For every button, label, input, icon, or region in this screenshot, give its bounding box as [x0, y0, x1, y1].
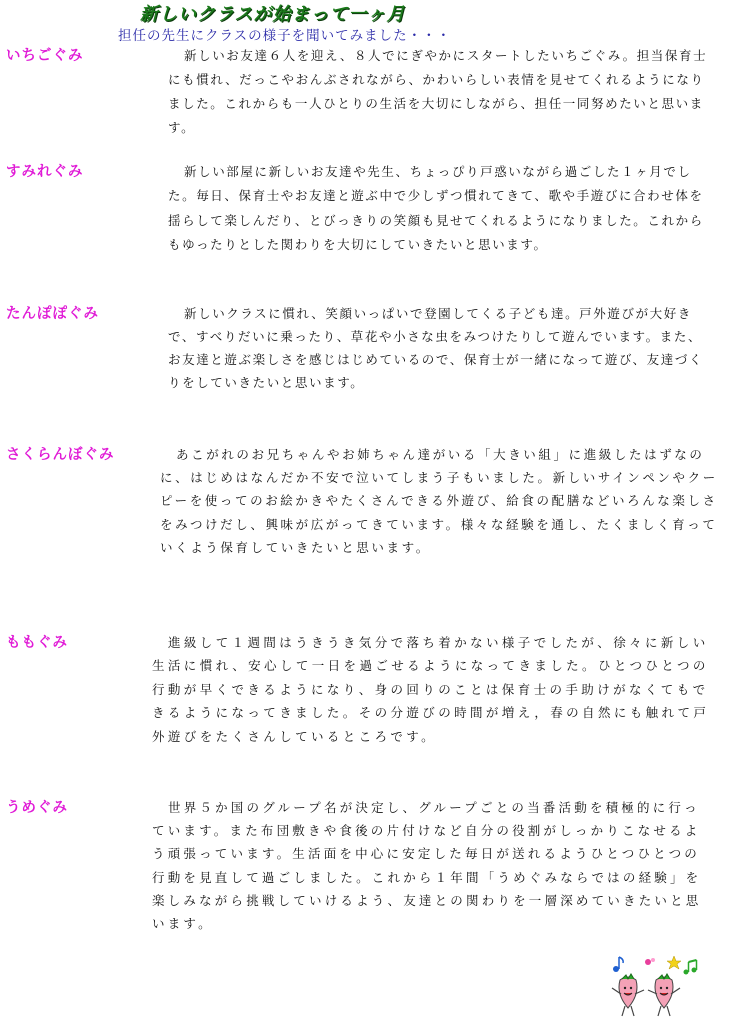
flower-icon [645, 958, 655, 965]
class-report-sakuranbo [160, 443, 720, 559]
strawberry-character-right [648, 974, 680, 1016]
class-report-text: あこがれのお兄ちゃんやお姉ちゃん達がいる「大きい組」に進級したはずなのに、はじめはなんだか不安で泣いてしまう子もいました。新しいサインペンやクーピーを使ってのお絵かきやたくさんできる外遊び、給食の配膳などいろんな楽しさをみつけだし、興味が広がってきています。様々な経験を通し、たくましく育っていくよう保育していきたいと思います。 [160, 447, 718, 555]
class-report-text: 新しいクラスに慣れ、笑顔いっぱいで登園してくる子ども達。戸外遊びが大好きで、すべりだいに乗ったり、草花や小さな虫をみつけたりして遊んでいます。また、お友達と遊ぶ楽しさを感じはじめているので、保育士が一緒になって遊び、友達づくりをしていきたいと思います。 [168, 306, 704, 390]
strawberry-characters-illustration [604, 950, 714, 1020]
class-report-text: 進級して１週間はうきうき気分で落ち着かない様子でしたが、徐々に新しい生活に慣れ、安心して一日を過ごせるようになってきました。ひとつひとつの行動が早くできるようになり、身の回りのことは保育士の手助けがなくてもできるようになってきました。その分遊びの時間が増え，春の自然にも触れて戸外遊びをたくさんしているところです。 [152, 635, 710, 744]
class-label-sumire: すみれぐみ [6, 164, 84, 180]
class-report-text: 新しい部屋に新しいお友達や先生、ちょっぴり戸惑いながら過ごした１ヶ月でした。毎日、保育士やお友達と遊ぶ中で少しずつ慣れてきて、歌や手遊びに合わせ体を揺らして楽しんだり、とびっきりの笑顔も見せてくれるようになりました。これからもゆったりとした関わりを大切にしていきたいと思います。 [168, 164, 704, 253]
class-report-tanpopo [168, 302, 716, 394]
class-label-ume: うめぐみ [6, 800, 68, 816]
class-report-sumire [168, 160, 713, 258]
class-label-tanpopo: たんぽぽぐみ [6, 306, 99, 322]
star-icon [667, 956, 681, 969]
class-label-sakuranbo: さくらんぼぐみ [6, 447, 115, 463]
strawberry-character-left [612, 974, 644, 1016]
class-report-momo [152, 631, 712, 748]
class-report-text: 新しいお友達６人を迎え、８人でにぎやかにスタートしたいちごぐみ。担当保育士にも慣れ、だっこやおんぶされながら、かわいらしい表情を見せてくれるようになりました。これからも一人ひとりの生活を大切にしながら、担任一同努めたいと思います。 [168, 48, 708, 135]
page-title: 新しいクラスが始まって一ヶ月 [140, 4, 406, 25]
class-label-ichigo: いちごぐみ [6, 48, 84, 64]
class-label-momo: ももぐみ [6, 635, 68, 651]
class-report-text: 世界５か国のグループ名が決定し、グループごとの当番活動を積極的に行っています。また布団敷きや食後の片付けなど自分の役割がしっかりこなせるよう頑張っています。生活面を中心に安定した毎日が送れるようひとつひとつの行動を見直して過ごしました。これから１年間「うめぐみならではの経験」を楽しみながら挑戦していけるよう、友達との関わりを一層深めていきたいと思います。 [152, 800, 702, 932]
music-note-icon [613, 957, 623, 972]
page-subtitle: 担任の先生にクラスの様子を聞いてみました・・・ [118, 28, 452, 44]
class-report-ichigo [168, 44, 713, 140]
music-note-icon [684, 960, 697, 975]
class-report-ume [152, 796, 714, 935]
